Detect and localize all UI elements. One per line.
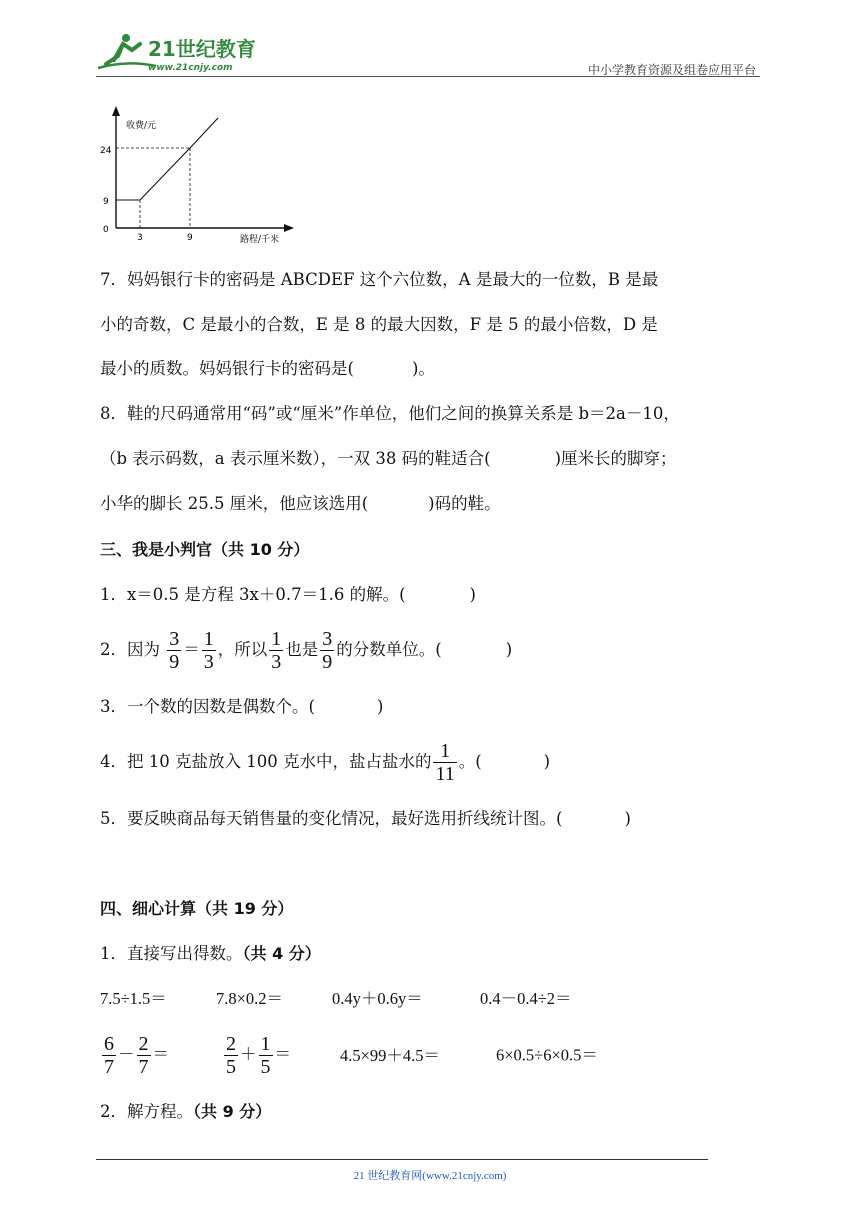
q8-line2: （b 表示码数，a 表示厘米数），一双 38 码的鞋适合( )厘米长的脚穿； <box>100 449 677 468</box>
judge-4: 4．把 10 克盐放入 100 克水中，盐占盐水的 $\frac{1}{11}$ 。( ) <box>100 740 551 785</box>
logo <box>96 30 266 74</box>
header-platform-text: 中小学教育资源及组卷应用平台 <box>587 63 756 77</box>
judge-1: 1．x＝0.5 是方程 3x＋0.7＝1.6 的解。( ) <box>100 585 476 604</box>
x-axis-arrow-icon <box>284 224 294 232</box>
y-axis-arrow-icon <box>112 106 120 116</box>
q7-line3: 最小的质数。妈妈银行卡的密码是( )。 <box>100 359 435 378</box>
judge-2: 2．因为 $\frac{3}{9}$ ＝ $\frac{1}{3}$ ，所以 $\frac{1}{3}$ 也是 $\frac{3}{9}$ 的分数单位。( ) <box>100 628 513 673</box>
svg-text:www.21cnjy.com: www.21cnjy.com <box>148 63 233 73</box>
q8-line3: 小华的脚长 25.5 厘米，他应该选用( )码的鞋。 <box>100 494 501 513</box>
section3-title: 三、我是小判官（共 10 分） <box>100 540 310 559</box>
x-axis-label: 路程/千米 <box>240 235 280 245</box>
x-tick-9: 9 <box>187 233 193 243</box>
y-tick-24: 24 <box>100 146 112 156</box>
y-tick-0: 0 <box>103 225 109 235</box>
header-rule <box>96 76 760 77</box>
q8-line1: 8．鞋的尺码通常用“码”或“厘米”作单位，他们之间的换算关系是 b＝2a－10， <box>100 404 680 423</box>
x-tick-3: 3 <box>137 233 143 243</box>
calc-sub2: 2．解方程。（共 9 分） <box>100 1102 272 1121</box>
calc-row2: $\frac{6}{7}$ － $\frac{2}{7}$ ＝ $\frac{2}{5}$ ＋ $\frac{1}{5}$ ＝ 4.5×99＋4.5＝ 6×0.5÷6×0.5＝ <box>104 1033 598 1078</box>
q7-line1: 7．妈妈银行卡的密码是 ABCDEF 这个六位数，A 是最大的一位数，B 是最 <box>100 270 659 289</box>
judge-5: 5．要反映商品每天销售量的变化情况，最好选用折线统计图。( ) <box>100 809 631 828</box>
y-axis-label: 收费/元 <box>126 121 157 131</box>
section4-title: 四、细心计算（共 19 分） <box>100 899 294 918</box>
calc-row1: 7.5÷1.5＝ 7.8×0.2＝ 0.4y＋0.6y＝ 0.4－0.4÷2＝ <box>100 989 572 1008</box>
svg-text:21世纪教育: 21世纪教育 <box>148 37 256 61</box>
q7-line2: 小的奇数，C 是最小的合数，E 是 8 的最大因数，F 是 5 的最小倍数，D 是 <box>100 315 658 334</box>
footer-text: 21 世纪教育网(www.21cnjy.com) <box>353 1170 507 1182</box>
footer-rule <box>96 1159 708 1160</box>
judge-3: 3．一个数的因数是偶数个。( ) <box>100 697 384 716</box>
calc-sub1: 1．直接写出得数。（共 4 分） <box>100 944 321 963</box>
fare-graph <box>96 100 306 248</box>
y-tick-9: 9 <box>103 197 109 207</box>
